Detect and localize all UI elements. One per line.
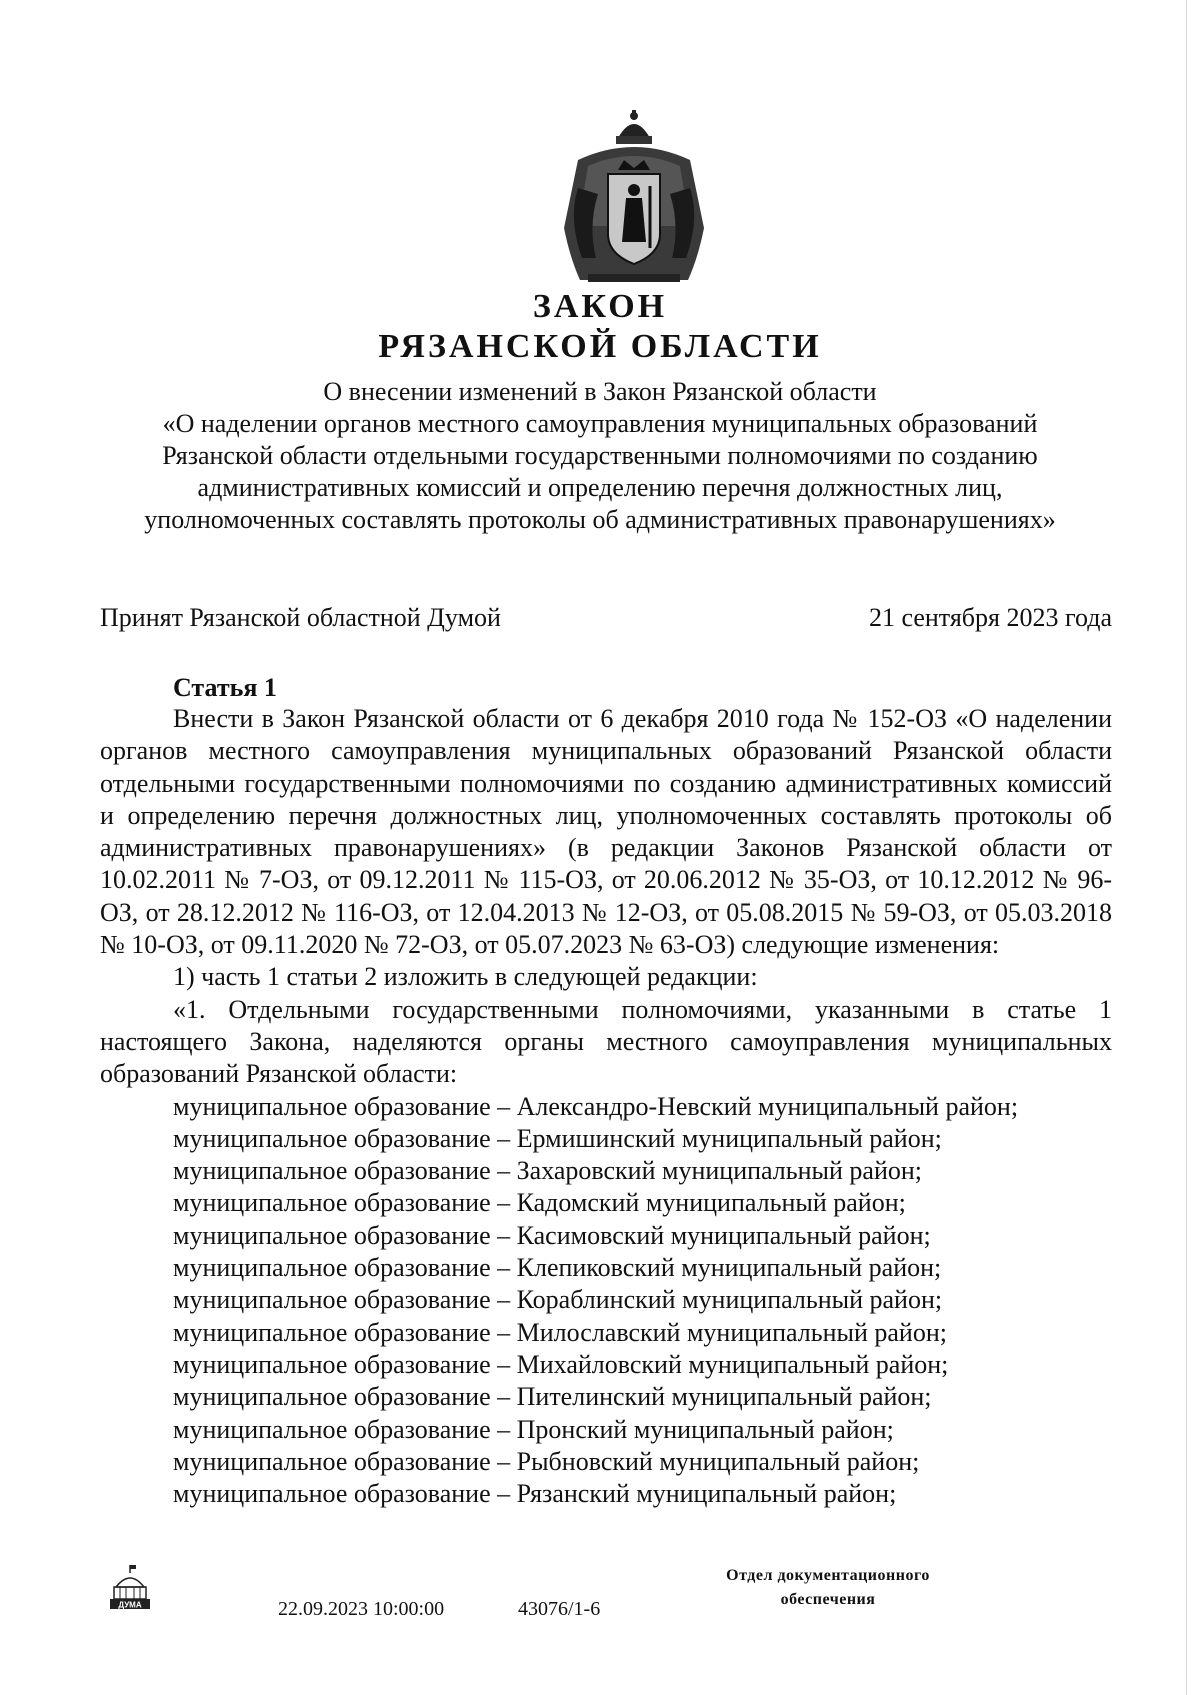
scan-edge-line xyxy=(1186,0,1187,1695)
list-item: муниципальное образование – Кадомский муниципальный район; xyxy=(173,1188,906,1218)
stamp-line: Отдел документационного xyxy=(726,1567,930,1584)
coat-of-arms-emblem xyxy=(548,108,720,294)
adopted-by: Принят Рязанской областной Думой xyxy=(100,603,501,632)
municipality-list xyxy=(100,1091,1112,1511)
list-item: муниципальное образование – Кораблинский муниципальный район; xyxy=(173,1285,943,1315)
logo-text: ДУМА xyxy=(118,1600,142,1610)
article-body xyxy=(100,703,1112,1510)
stamp-line: обеспечения xyxy=(780,1591,876,1608)
subtitle-line: административных комиссий и определению перечня должностных лиц, xyxy=(197,473,1003,502)
article-heading: Статья 1 xyxy=(173,673,277,702)
subtitle-line: «О наделении органов местного самоуправления муниципальных образований xyxy=(162,409,1038,438)
list-item: муниципальное образование – Клепиковский муниципальный район; xyxy=(173,1253,942,1283)
list-item: муниципальное образование – Александро-Невский муниципальный район; xyxy=(173,1091,1019,1121)
subtitle-line: О внесении изменений в Закон Рязанской области xyxy=(323,377,877,406)
list-item: муниципальное образование – Михайловский муниципальный район; xyxy=(173,1349,949,1379)
list-item: муниципальное образование – Пронский муниципальный район; xyxy=(173,1414,894,1444)
adoption-date: 21 сентября 2023 года xyxy=(868,603,1112,632)
article-item-text: «1. Отдельными государственными полномочиями, указанными в статье 1 настоящего Закона, наделяются органы местного самоуправления муниципальных образований Рязанской области: xyxy=(100,994,1112,1089)
list-item: муниципальное образование – Ермишинский муниципальный район; xyxy=(173,1123,942,1153)
adoption-line xyxy=(100,603,1112,633)
article-item: 1) часть 1 статьи 2 изложить в следующей редакции: xyxy=(173,962,758,992)
law-title-line2: РЯЗАНСКОЙ ОБЛАСТИ xyxy=(378,328,822,365)
list-item: муниципальное образование – Касимовский муниципальный район; xyxy=(173,1220,931,1250)
subtitle-line: Рязанской области отдельными государственными полномочиями по созданию xyxy=(162,441,1038,470)
registration-datetime: 22.09.2023 10:00:00 xyxy=(278,1598,445,1620)
law-title-line1: ЗАКОН xyxy=(532,288,668,325)
department-stamp xyxy=(688,1564,968,1612)
list-item: муниципальное образование – Рязанский муниципальный район; xyxy=(173,1479,897,1509)
article-paragraph: Внести в Закон Рязанской области от 6 декабря 2010 года № 152-ОЗ «О наделении органов местного самоуправления муниципальных образований Рязанской области отдельными государственными полномочиями по созданию административных комиссий и определению перечня должностных лиц, уполномоченных составлять протоколы об административных правонарушениях» (в редакции Законов Рязанской области от 10.02.2011 № 7-ОЗ, от 09.12.2011 № 115-ОЗ, от 20.06.2012 № 35-ОЗ, от 10.12.2012 № 96-ОЗ, от 28.12.2012 № 116-ОЗ, от 12.04.2013 № 12-ОЗ, от 05.08.2015 № 59-ОЗ, от 05.03.2018 № 10-ОЗ, от 09.11.2020 № 72-ОЗ, от 05.07.2023 № 63-ОЗ) следующие изменения: xyxy=(100,704,1112,960)
registration-number: 43076/1-6 xyxy=(518,1598,601,1620)
subtitle-line: уполномоченных составлять протоколы об административных правонарушениях» xyxy=(144,505,1056,534)
duma-building-logo xyxy=(108,1563,152,1611)
list-item: муниципальное образование – Милославский муниципальный район; xyxy=(173,1317,947,1347)
law-subtitle xyxy=(100,376,1100,536)
list-item: муниципальное образование – Пителинский муниципальный район; xyxy=(173,1382,932,1412)
list-item: муниципальное образование – Рыбновский муниципальный район; xyxy=(173,1446,920,1476)
list-item: муниципальное образование – Захаровский муниципальный район; xyxy=(173,1156,923,1186)
